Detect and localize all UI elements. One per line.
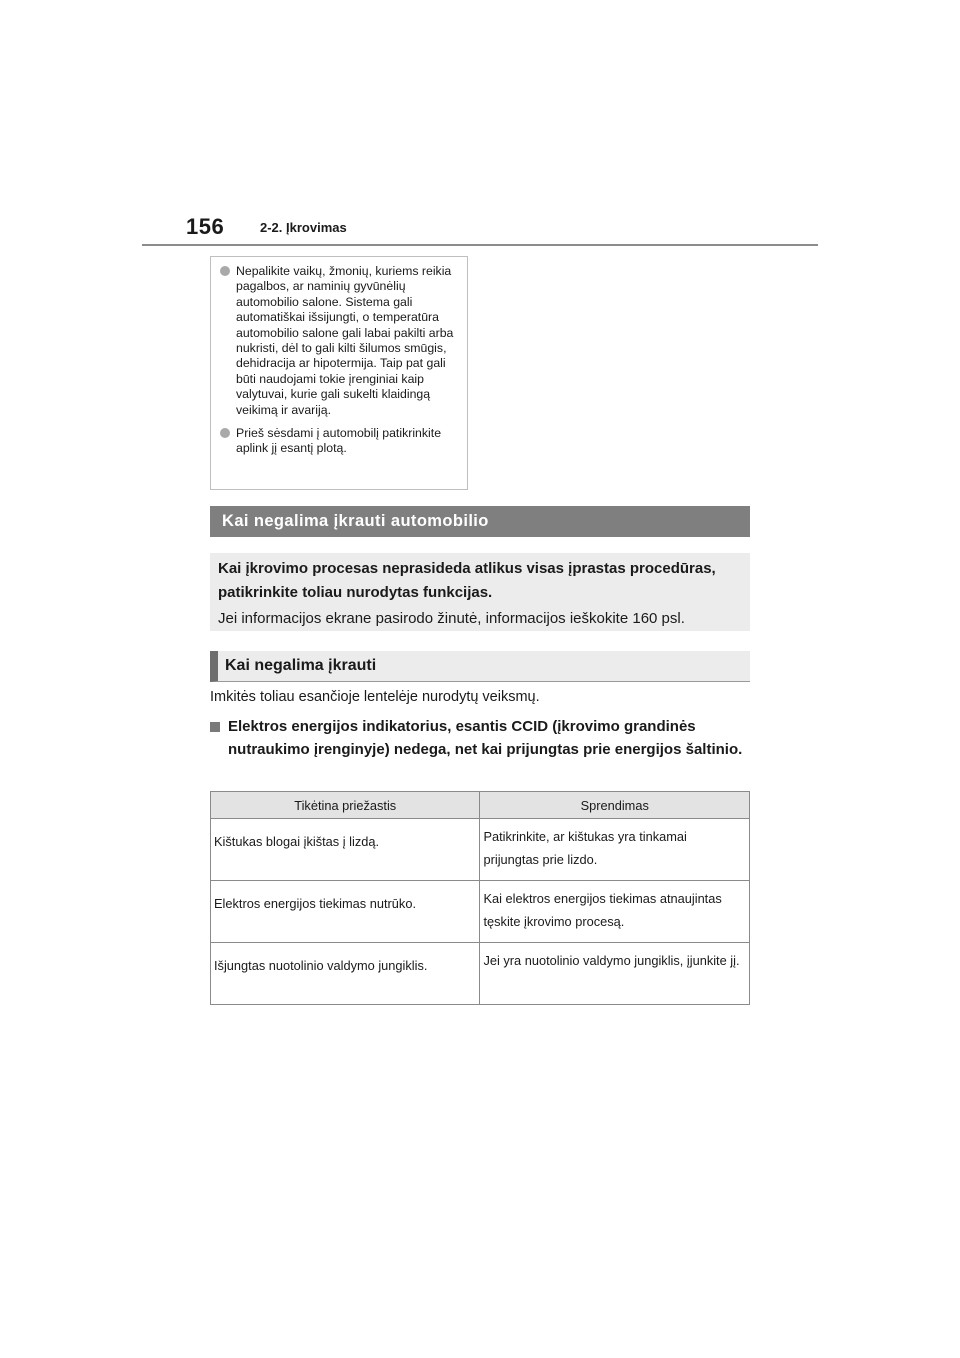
subsection-title: Kai negalima įkrauti [210, 651, 750, 682]
page-number: 156 [186, 214, 225, 239]
info-lead: Kai įkrovimo procesas neprasideda atlikus visas įprastas procedūras, patikrinkite toliau nurodytas funkcijas. [218, 560, 716, 601]
table-row [211, 881, 750, 943]
chapter-label: 2-2. Įkrovimas [260, 220, 347, 235]
solution-cell: Patikrinkite, ar kištukas yra tinkamai prijungtas prie lizdo. [480, 819, 750, 881]
bullet-icon [220, 266, 230, 276]
warning-item-text: Nepalikite vaikų, žmonių, kuriems reikia pagalbos, ar naminių gyvūnėlių automobilio salone. Sistema gali automatiškai išsijungti, o temperatūra automobilio salone gali labai pakilti arba nukristi, dėl to gali kilti šilumos smūgis, dehidracija ar hipotermija. Taip pat gali būti naudojami tokie įrenginiai kaip valytuvai, kurie gali sukelti klaidingą veikimą ir avariją. [236, 264, 454, 417]
cause-cell: Elektros energijos tiekimas nutrūko. [211, 881, 480, 943]
square-bullet-icon [210, 722, 220, 732]
cause-cell: Kištukas blogai įkištas į lizdą. [211, 819, 480, 881]
warning-item-text: Prieš sėsdami į automobilį patikrinkite aplink jį esantį plotą. [236, 426, 442, 456]
section-title: Kai negalima įkrauti automobilio [210, 506, 750, 537]
info-box [210, 553, 750, 631]
bullet-icon [220, 428, 230, 438]
column-header-cause: Tikėtina priežastis [211, 792, 480, 819]
warning-item [220, 264, 457, 418]
table-row [211, 819, 750, 881]
solution-cell: Jei yra nuotolinio valdymo jungiklis, įjunkite jį. [480, 943, 750, 1005]
table-header-row [211, 792, 750, 819]
issue-heading-text: Elektros energijos indikatorius, esantis CCID (įkrovimo grandinės nutraukimo įrenginyje) nedega, net kai prijungtas prie energijos šaltinio. [228, 718, 743, 758]
intro-text: Imkitės toliau esančioje lentelėje nurodytų veiksmų. [210, 689, 540, 705]
issue-heading [210, 716, 750, 761]
cause-cell: Išjungtas nuotolinio valdymo jungiklis. [211, 943, 480, 1005]
table-row [211, 943, 750, 1005]
column-header-solution: Sprendimas [480, 792, 750, 819]
warning-box [210, 256, 468, 490]
troubleshooting-table [210, 791, 750, 1005]
solution-cell: Kai elektros energijos tiekimas atnaujintas tęskite įkrovimo procesą. [480, 881, 750, 943]
info-note: Jei informacijos ekrane pasirodo žinutė, informacijos ieškokite 160 psl. [218, 610, 685, 627]
header-divider [142, 244, 818, 246]
warning-item [220, 426, 457, 457]
